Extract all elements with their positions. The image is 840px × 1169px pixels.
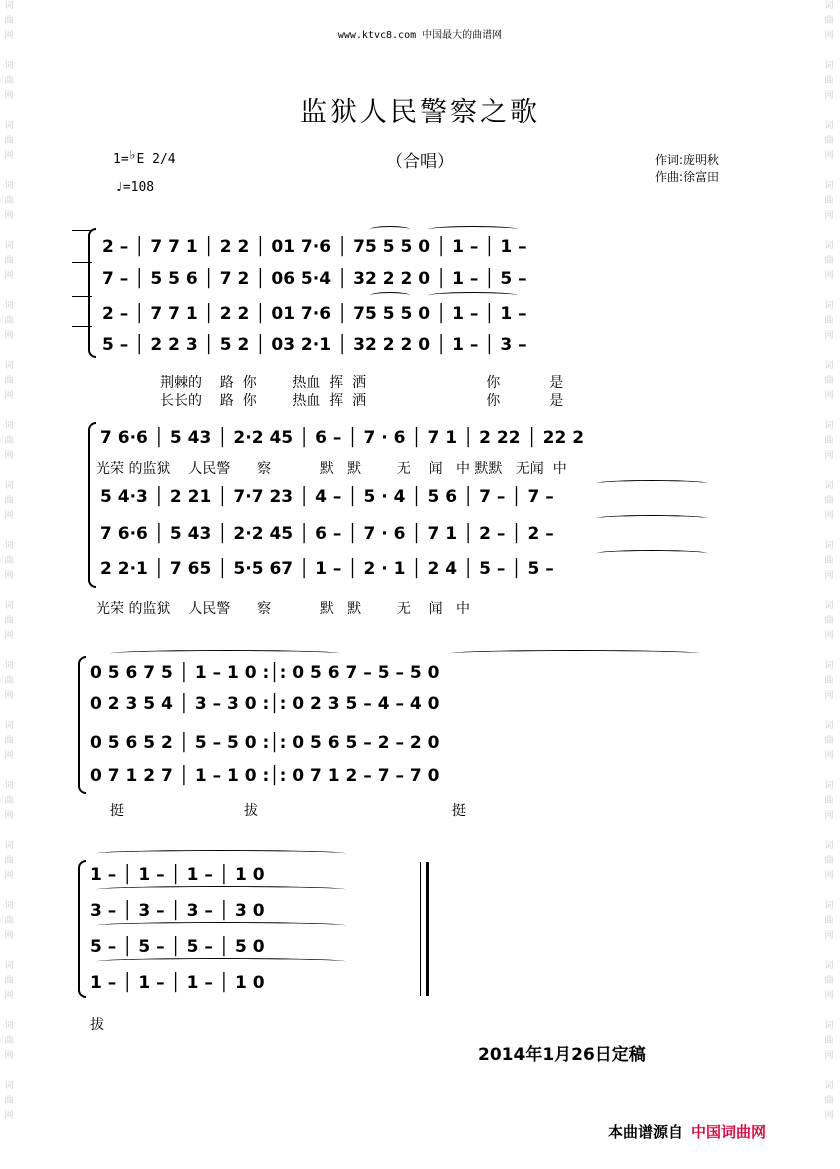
watermark-glyph: 网: [824, 151, 834, 161]
system-bracket: [78, 860, 86, 998]
key-signature: 1=♭E 2/4: [113, 148, 176, 167]
voice-3-row: 5 – │ 5 – │ 5 – │ 5 0: [90, 937, 265, 957]
watermark-glyph: 曲: [824, 76, 834, 86]
watermark-glyph: 曲: [4, 1096, 14, 1106]
lyrics-verse-1: 荆棘的 路 你 热血 挥 洒 你 是: [160, 375, 564, 391]
watermark-glyph: 词: [4, 241, 14, 251]
watermark-glyph: 词: [824, 1, 834, 11]
watermark-glyph: 曲: [824, 1096, 834, 1106]
watermark-glyph: 曲: [4, 616, 14, 626]
watermark-glyph: 曲: [4, 196, 14, 206]
watermark-glyph: 词: [824, 361, 834, 371]
watermark-glyph: 词: [4, 901, 14, 911]
watermark-glyph: 曲: [824, 136, 834, 146]
watermark-glyph: 词: [4, 1081, 14, 1091]
watermark-glyph: 网: [824, 751, 834, 761]
watermark-glyph: 词: [824, 781, 834, 791]
voice-1-row: 2 – │ 7 7 1 │ 2 2 │ 01 7·6 │ 75 5 5 0 │ 1 – │ 1 –: [102, 237, 527, 257]
lyricist: 作词:庞明秋: [655, 153, 720, 167]
watermark-glyph: 网: [824, 211, 834, 221]
lyric-word: 拔: [244, 803, 258, 819]
watermark-glyph: 曲: [4, 736, 14, 746]
watermark-glyph: 曲: [824, 916, 834, 926]
watermark-glyph: 词: [824, 901, 834, 911]
voice-4-row: 5 – │ 2 2 3 │ 5 2 │ 03 2·1 │ 32 2 2 0 │ 1 – │ 3 –: [102, 335, 527, 355]
watermark-glyph: 曲: [4, 16, 14, 26]
watermark-glyph: 网: [4, 211, 14, 221]
watermark-glyph: 曲: [4, 316, 14, 326]
watermark-glyph: 网: [824, 931, 834, 941]
song-title: 监狱人民警察之歌: [300, 97, 540, 128]
watermark-glyph: 网: [824, 331, 834, 341]
watermark-glyph: 曲: [824, 856, 834, 866]
watermark-glyph: 曲: [4, 856, 14, 866]
watermark-glyph: 词: [4, 361, 14, 371]
watermark-glyph: 曲: [824, 376, 834, 386]
watermark-glyph: 曲: [4, 496, 14, 506]
watermark-glyph: 词: [4, 961, 14, 971]
watermark-glyph: 词: [4, 121, 14, 131]
watermark-glyph: 词: [824, 1081, 834, 1091]
watermark-glyph: 曲: [824, 736, 834, 746]
watermark-glyph: 曲: [824, 676, 834, 686]
composer: 作曲:徐富田: [655, 170, 720, 184]
watermark-glyph: 词: [4, 181, 14, 191]
watermark-glyph: 词: [4, 541, 14, 551]
watermark-glyph: 曲: [4, 556, 14, 566]
watermark-glyph: 网: [824, 391, 834, 401]
watermark-glyph: 网: [4, 151, 14, 161]
watermark-glyph: 网: [824, 511, 834, 521]
watermark-glyph: 网: [4, 31, 14, 41]
watermark-glyph: 词: [824, 841, 834, 851]
watermark-glyph: 曲: [4, 436, 14, 446]
watermark-glyph: 词: [824, 541, 834, 551]
watermark-glyph: 网: [824, 91, 834, 101]
watermark-glyph: 曲: [824, 796, 834, 806]
watermark-glyph: 词: [4, 721, 14, 731]
finalized-date: 2014年1月26日定稿: [478, 1045, 646, 1065]
watermark-glyph: 曲: [824, 1036, 834, 1046]
watermark-glyph: 网: [4, 391, 14, 401]
watermark-glyph: 曲: [824, 256, 834, 266]
watermark-glyph: 词: [4, 1021, 14, 1031]
voice-3-row: 7 6·6 │ 5 43 │ 2·2 45 │ 6 – │ 7 · 6 │ 7 1 │ 2 – │ 2 –: [100, 524, 554, 544]
flat-icon: ♭: [128, 148, 137, 163]
watermark-glyph: 网: [824, 31, 834, 41]
watermark-glyph: 网: [824, 571, 834, 581]
watermark-glyph: 词: [4, 421, 14, 431]
watermark-glyph: 词: [824, 181, 834, 191]
song-subtitle: （合唱）: [386, 152, 454, 172]
watermark-glyph: 曲: [4, 976, 14, 986]
watermark-glyph: 词: [824, 961, 834, 971]
watermark-glyph: 网: [4, 811, 14, 821]
watermark-glyph: 网: [824, 1111, 834, 1121]
lyric-word: 挺: [452, 803, 466, 819]
watermark-glyph: 网: [824, 871, 834, 881]
voice-3-row: 0 5 6 5 2 │ 5 – 5 0 :│: 0 5 6 5 – 2 – 2 0: [90, 733, 440, 753]
watermark-glyph: 网: [4, 691, 14, 701]
watermark-glyph: 曲: [4, 1036, 14, 1046]
watermark-glyph: 网: [4, 991, 14, 1001]
voice-2-row: 5 4·3 │ 2 21 │ 7·7 23 │ 4 – │ 5 · 4 │ 5 6 │ 7 – │ 7 –: [100, 487, 554, 507]
source-credit: 本曲谱源自 中国词曲网: [608, 1123, 767, 1141]
watermark-glyph: 曲: [4, 676, 14, 686]
lyrics-upper: 光荣 的监狱 人民警 察 默 默 无 闻 中 默默 无闻 中: [96, 461, 567, 477]
watermark-glyph: 网: [824, 631, 834, 641]
quarter-note-icon: ♩: [115, 180, 123, 195]
watermark-glyph: 网: [824, 1051, 834, 1061]
watermark-glyph: 网: [4, 451, 14, 461]
watermark-glyph: 曲: [824, 316, 834, 326]
voice-1-row: 1 – │ 1 – │ 1 – │ 1 0: [90, 865, 265, 885]
system-bracket: [88, 228, 96, 358]
watermark-glyph: 词: [824, 421, 834, 431]
voice-2-row: 3 – │ 3 – │ 3 – │ 3 0: [90, 901, 265, 921]
watermark-glyph: 词: [824, 1021, 834, 1031]
watermark-glyph: 词: [824, 661, 834, 671]
voice-2-row: 7 – │ 5 5 6 │ 7 2 │ 06 5·4 │ 32 2 2 0 │ 1 – │ 5 –: [102, 269, 527, 289]
watermark-glyph: 词: [4, 1, 14, 11]
site-header: www.ktvc8.com 中国最大的曲谱网: [337, 30, 503, 41]
watermark-glyph: 曲: [824, 436, 834, 446]
voice-4-row: 2 2·1 │ 7 65 │ 5·5 67 │ 1 – │ 2 · 1 │ 2 4 │ 5 – │ 5 –: [100, 559, 554, 579]
watermark-glyph: 曲: [4, 76, 14, 86]
watermark-glyph: 词: [4, 301, 14, 311]
watermark-glyph: 网: [824, 451, 834, 461]
voice-2-row: 0 2 3 5 4 │ 3 – 3 0 :│: 0 2 3 5 – 4 – 4 0: [90, 694, 440, 714]
watermark-glyph: 词: [824, 241, 834, 251]
system-bracket: [78, 656, 86, 794]
watermark-glyph: 网: [4, 751, 14, 761]
lyric-word: 拔: [90, 1017, 104, 1033]
watermark-glyph: 词: [4, 601, 14, 611]
watermark-glyph: 词: [824, 121, 834, 131]
tempo-marking: ♩=108: [115, 180, 155, 195]
watermark-glyph: 曲: [4, 796, 14, 806]
watermark-glyph: 曲: [824, 496, 834, 506]
lyrics-lower: 光荣 的监狱 人民警 察 默 默 无 闻 中: [96, 601, 471, 617]
watermark-glyph: 网: [4, 631, 14, 641]
watermark-glyph: 词: [824, 601, 834, 611]
watermark-glyph: 曲: [824, 556, 834, 566]
watermark-glyph: 曲: [824, 976, 834, 986]
watermark-glyph: 词: [4, 841, 14, 851]
watermark-glyph: 曲: [824, 616, 834, 626]
watermark-glyph: 网: [4, 871, 14, 881]
voice-1-row: 7 6·6 │ 5 43 │ 2·2 45 │ 6 – │ 7 · 6 │ 7 1 │ 2 22 │ 22 2: [100, 428, 585, 448]
watermark-glyph: 网: [4, 271, 14, 281]
watermark-glyph: 网: [4, 331, 14, 341]
credits: [655, 152, 719, 186]
lyric-word: 挺: [110, 803, 124, 819]
voice-1-row: 0 5 6 7 5 │ 1 – 1 0 :│: 0 5 6 7 – 5 – 5 0: [90, 663, 440, 683]
watermark-glyph: 网: [824, 811, 834, 821]
watermark-glyph: 词: [4, 661, 14, 671]
watermark-glyph: 网: [4, 91, 14, 101]
watermark-glyph: 网: [4, 931, 14, 941]
watermark-glyph: 网: [4, 571, 14, 581]
voice-3-row: 2 – │ 7 7 1 │ 2 2 │ 01 7·6 │ 75 5 5 0 │ 1 – │ 1 –: [102, 304, 527, 324]
watermark-glyph: 曲: [4, 916, 14, 926]
watermark-glyph: 词: [824, 301, 834, 311]
watermark-glyph: 曲: [4, 256, 14, 266]
voice-4-row: 1 – │ 1 – │ 1 – │ 1 0: [90, 973, 265, 993]
watermark-glyph: 词: [4, 781, 14, 791]
watermark-glyph: 网: [4, 511, 14, 521]
source-brand-link[interactable]: 中国词曲网: [691, 1123, 767, 1141]
watermark-glyph: 曲: [4, 376, 14, 386]
lyrics-verse-2: 长长的 路 你 热血 挥 洒 你 是: [160, 393, 564, 409]
watermark-glyph: 词: [824, 61, 834, 71]
watermark-glyph: 词: [4, 61, 14, 71]
watermark-glyph: 网: [824, 691, 834, 701]
system-bracket: [88, 422, 96, 588]
watermark-glyph: 网: [824, 271, 834, 281]
watermark-glyph: 网: [4, 1051, 14, 1061]
watermark-glyph: 曲: [824, 196, 834, 206]
watermark-glyph: 网: [824, 991, 834, 1001]
watermark-glyph: 曲: [4, 136, 14, 146]
watermark-glyph: 词: [4, 481, 14, 491]
watermark-glyph: 词: [824, 481, 834, 491]
watermark-glyph: 网: [4, 1111, 14, 1121]
watermark-glyph: 曲: [824, 16, 834, 26]
watermark-glyph: 词: [824, 721, 834, 731]
voice-4-row: 0 7 1 2 7 │ 1 – 1 0 :│: 0 7 1 2 – 7 – 7 0: [90, 766, 440, 786]
